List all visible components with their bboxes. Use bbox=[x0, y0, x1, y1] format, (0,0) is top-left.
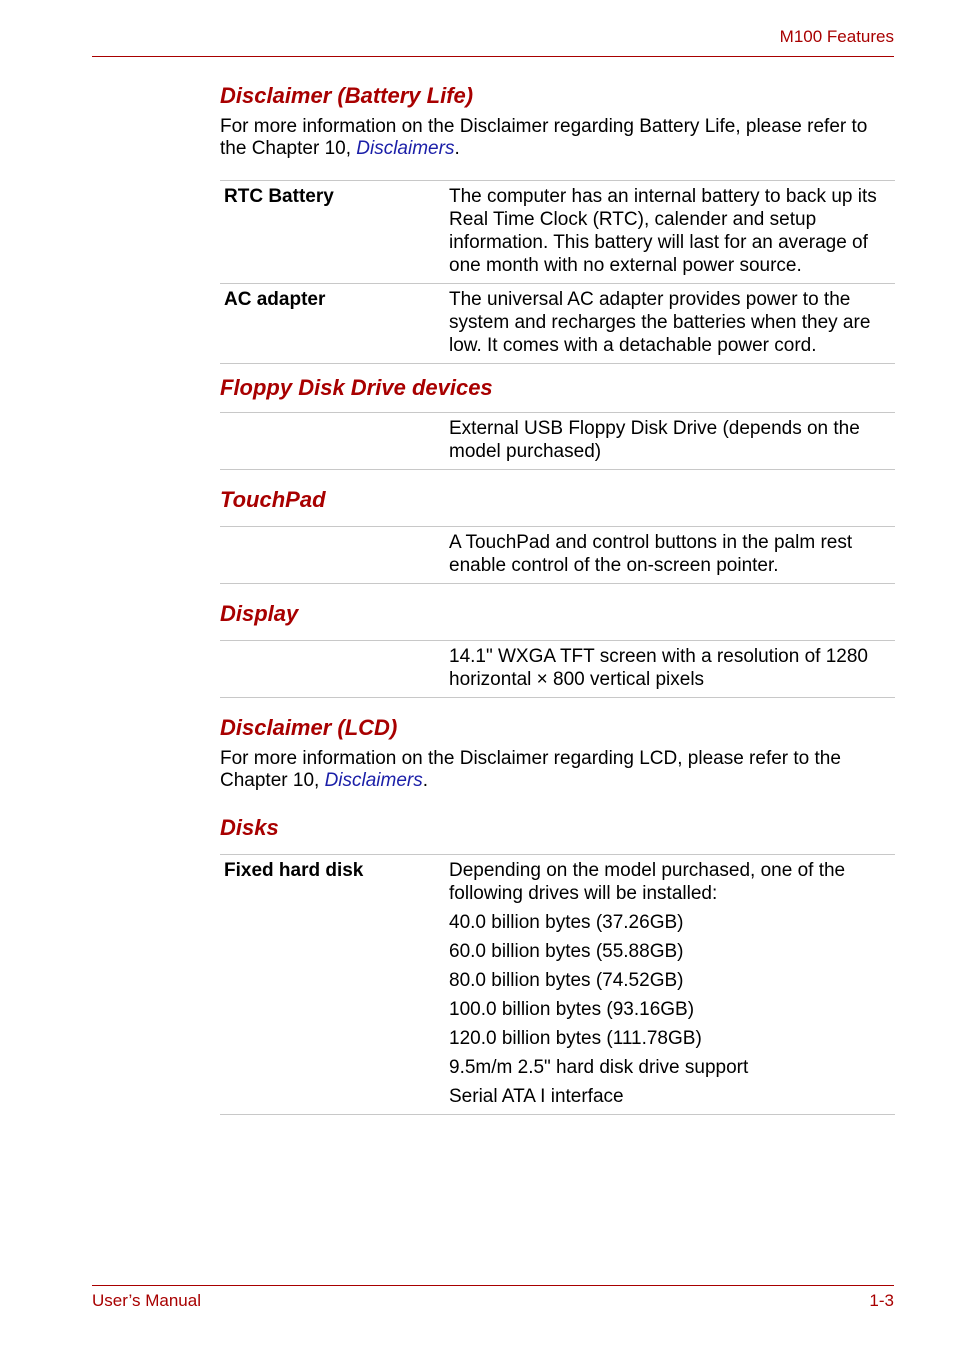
header-rule bbox=[92, 56, 894, 57]
rtc-battery-label: RTC Battery bbox=[220, 181, 443, 284]
table-row bbox=[220, 641, 895, 698]
heading-touchpad: TouchPad bbox=[220, 487, 326, 512]
fixed-hard-disk-label: Fixed hard disk bbox=[220, 855, 443, 1115]
disk-option: 60.0 billion bytes (55.88GB) bbox=[449, 941, 684, 962]
page-header-title: M100 Features bbox=[779, 27, 894, 46]
page-number: 1-3 bbox=[869, 1291, 894, 1310]
battery-disclaimer-text-before: For more information on the Disclaimer regarding Battery Life, please refer to the Chapter 10, bbox=[220, 116, 868, 159]
heading-disks: Disks bbox=[220, 815, 279, 840]
table-row bbox=[220, 855, 895, 1115]
lcd-disclaimer-text bbox=[220, 748, 895, 792]
rtc-battery-desc: The computer has an internal battery to back up its Real Time Clock (RTC), calender and setup information. This battery will last for an average of one month with no external power source. bbox=[443, 181, 895, 284]
disk-option: 9.5m/m 2.5" hard disk drive support bbox=[449, 1057, 749, 1078]
ac-adapter-label: AC adapter bbox=[220, 284, 443, 364]
touchpad-label-empty bbox=[220, 527, 443, 584]
table-row bbox=[220, 527, 895, 584]
disclaimers-link-battery[interactable]: Disclaimers bbox=[356, 138, 455, 159]
floppy-desc: External USB Floppy Disk Drive (depends on the model purchased) bbox=[443, 413, 895, 470]
disclaimers-link-lcd[interactable]: Disclaimers bbox=[324, 770, 423, 791]
battery-disclaimer-text bbox=[220, 116, 895, 160]
footer-rule bbox=[92, 1285, 894, 1286]
heading-battery-disclaimer: Disclaimer (Battery Life) bbox=[220, 83, 474, 108]
fixed-hard-disk-desc bbox=[443, 855, 895, 1115]
display-table bbox=[220, 640, 895, 698]
page-content bbox=[220, 82, 895, 1115]
battery-disclaimer-text-after: . bbox=[454, 138, 460, 159]
lcd-disclaimer-text-before: For more information on the Disclaimer regarding LCD, please refer to the Chapter 10, bbox=[220, 748, 841, 791]
disk-option: Serial ATA I interface bbox=[449, 1086, 624, 1107]
heading-display: Display bbox=[220, 601, 299, 626]
table-row bbox=[220, 284, 895, 364]
table-row bbox=[220, 413, 895, 470]
touchpad-desc: A TouchPad and control buttons in the palm rest enable control of the on-screen pointer. bbox=[443, 527, 895, 584]
disk-option: 120.0 billion bytes (111.78GB) bbox=[449, 1028, 702, 1049]
display-label-empty bbox=[220, 641, 443, 698]
ac-adapter-desc: The universal AC adapter provides power to the system and recharges the batteries when they are low. It comes with a detachable power cord. bbox=[443, 284, 895, 364]
floppy-label-empty bbox=[220, 413, 443, 470]
heading-lcd-disclaimer: Disclaimer (LCD) bbox=[220, 715, 398, 740]
display-desc: 14.1" WXGA TFT screen with a resolution of 1280 horizontal × 800 vertical pixels bbox=[443, 641, 895, 698]
disk-option: 40.0 billion bytes (37.26GB) bbox=[449, 912, 684, 933]
footer-manual-title: User’s Manual bbox=[92, 1291, 201, 1310]
touchpad-table bbox=[220, 526, 895, 584]
floppy-table bbox=[220, 412, 895, 470]
heading-floppy: Floppy Disk Drive devices bbox=[220, 375, 493, 400]
power-table bbox=[220, 180, 895, 364]
disk-option: 80.0 billion bytes (74.52GB) bbox=[449, 970, 684, 991]
disks-intro: Depending on the model purchased, one of the following drives will be installed: bbox=[449, 860, 846, 904]
disk-option: 100.0 billion bytes (93.16GB) bbox=[449, 999, 695, 1020]
table-row bbox=[220, 181, 895, 284]
lcd-disclaimer-text-after: . bbox=[422, 770, 429, 791]
disks-table bbox=[220, 854, 895, 1115]
